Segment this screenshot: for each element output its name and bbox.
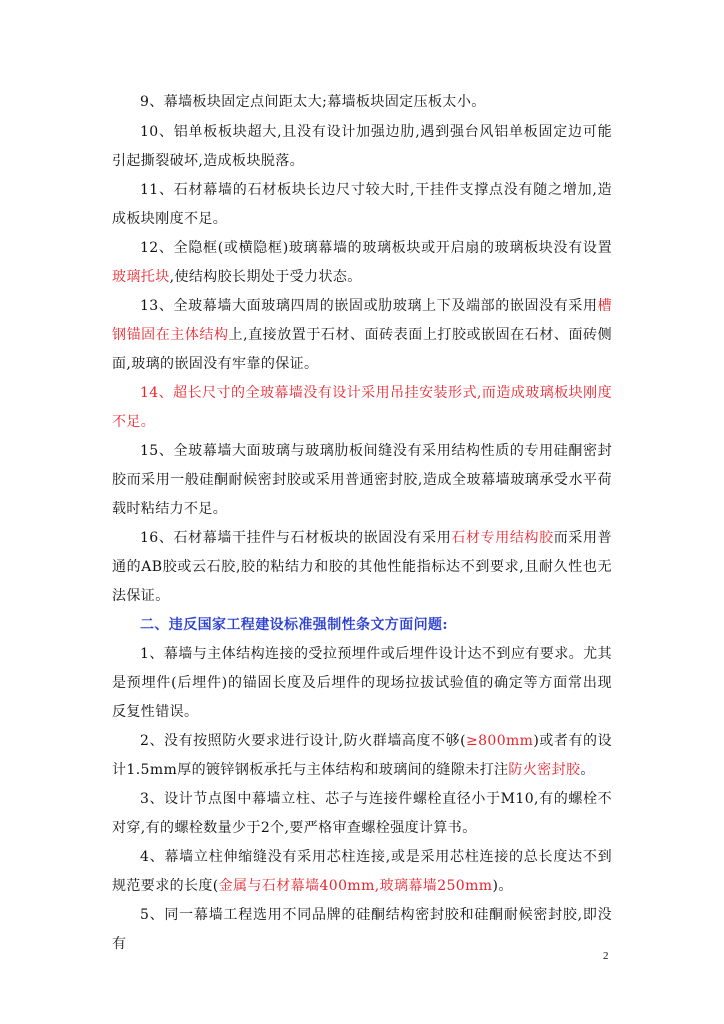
paragraph-12-text: 12、全隐框(或横隐框)玻璃幕墙的玻璃板块或开启扇的玻璃板块没有设置 bbox=[140, 240, 612, 256]
page-number: 2 bbox=[603, 950, 609, 962]
paragraph-10: 10、铝单板板块超大,且没有设计加强边肋,遇到强台风铝单板固定边可能引起撕裂破坏,造成板块脱落。 bbox=[112, 124, 612, 169]
section-2-item-4 bbox=[112, 843, 612, 901]
paragraph-16-highlight: 石材专用结构胶 bbox=[451, 530, 554, 546]
paragraph-13-text-end: 上,直接放置于石材、面砖表面上打胶或嵌固在石材、面砖侧面,玻璃的嵌固没有牢靠的保证。 bbox=[112, 327, 613, 372]
paragraph-12-highlight: 玻璃托块 bbox=[112, 269, 170, 285]
item-2-text: 2、没有按照防火要求进行设计,防火群墙高度不够( bbox=[140, 733, 466, 749]
paragraph-9: 9、幕墙板块固定点间距太大;幕墙板块固定压板太小。 bbox=[140, 94, 486, 110]
item-4-text: 4、幕墙立柱伸缩缝没有采用芯柱连接,或是采用芯柱连接的总长度达不到规范要求的长度( bbox=[112, 849, 612, 894]
item-2-text-end: 。 bbox=[580, 762, 595, 778]
item-4-text-end: )。 bbox=[492, 878, 513, 894]
paragraph-16-text: 16、石材幕墙干挂件与石材板块的嵌固没有采用 bbox=[140, 530, 452, 546]
section-2-item-2 bbox=[112, 727, 612, 785]
section-2-item-5: 5、同一幕墙工程选用不同品牌的硅酮结构密封胶和硅酮耐候密封胶,即没有 bbox=[112, 907, 612, 952]
item-2-highlight-size: ≥800mm bbox=[465, 733, 534, 749]
paragraph-14: 14、超长尺寸的全玻幕墙没有设计采用吊挂安装形式,而造成玻璃板块刚度不足。 bbox=[112, 385, 612, 430]
paragraph-15: 15、全玻幕墙大面玻璃与玻璃肋板间缝没有采用结构性质的专用硅酮密封胶而采用一般硅酮耐候密封胶或采用普通密封胶,造成全玻幕墙玻璃承受水平荷载时粘结力不足。 bbox=[112, 443, 612, 517]
item-2-text-middle: )或者有的设计1.5mm厚的镀锌钢板承托与主体结构和玻璃间的缝隙未打注 bbox=[112, 733, 612, 778]
section-2-heading: 二、违反国家工程建设标准强制性条文方面问题: bbox=[140, 617, 448, 633]
paragraph-13-text: 13、全玻幕墙大面玻璃四周的嵌固或肋玻璃上下及端部的嵌固没有采用 bbox=[140, 298, 598, 314]
item-2-highlight-sealant: 防火密封胶 bbox=[508, 762, 581, 778]
section-2-item-1: 1、幕墙与主体结构连接的受拉预埋件或后埋件设计达不到应有要求。尤其是预埋件(后埋件)的锚固长度及后埋件的现场拉拔试验值的确定等方面常出现反复性错误。 bbox=[112, 646, 612, 720]
paragraph-16-text-end: 而采用普通的AB胶或云石胶,胶的粘结力和胶的其他性能指标达不到要求,且耐久性也无法保证。 bbox=[112, 530, 612, 604]
paragraph-13-highlight: 槽钢锚固在主体结构 bbox=[112, 298, 612, 343]
paragraph-13 bbox=[112, 292, 612, 379]
paragraph-12-text-end: ,使结构胶长期处于受力状态。 bbox=[169, 269, 362, 285]
item-4-highlight: 金属与石材幕墙400mm,玻璃幕墙250mm bbox=[218, 878, 493, 894]
paragraph-16 bbox=[112, 524, 612, 611]
paragraph-11: 11、石材幕墙的石材板块长边尺寸较大时,干挂件支撑点没有随之增加,造成板块刚度不足。 bbox=[112, 182, 612, 227]
section-2-item-3: 3、设计节点图中幕墙立柱、芯子与连接件螺栓直径小于M10,有的螺栓不对穿,有的螺栓数量少于2个,要严格审查螺栓强度计算书。 bbox=[112, 791, 612, 836]
paragraph-12 bbox=[112, 234, 612, 292]
